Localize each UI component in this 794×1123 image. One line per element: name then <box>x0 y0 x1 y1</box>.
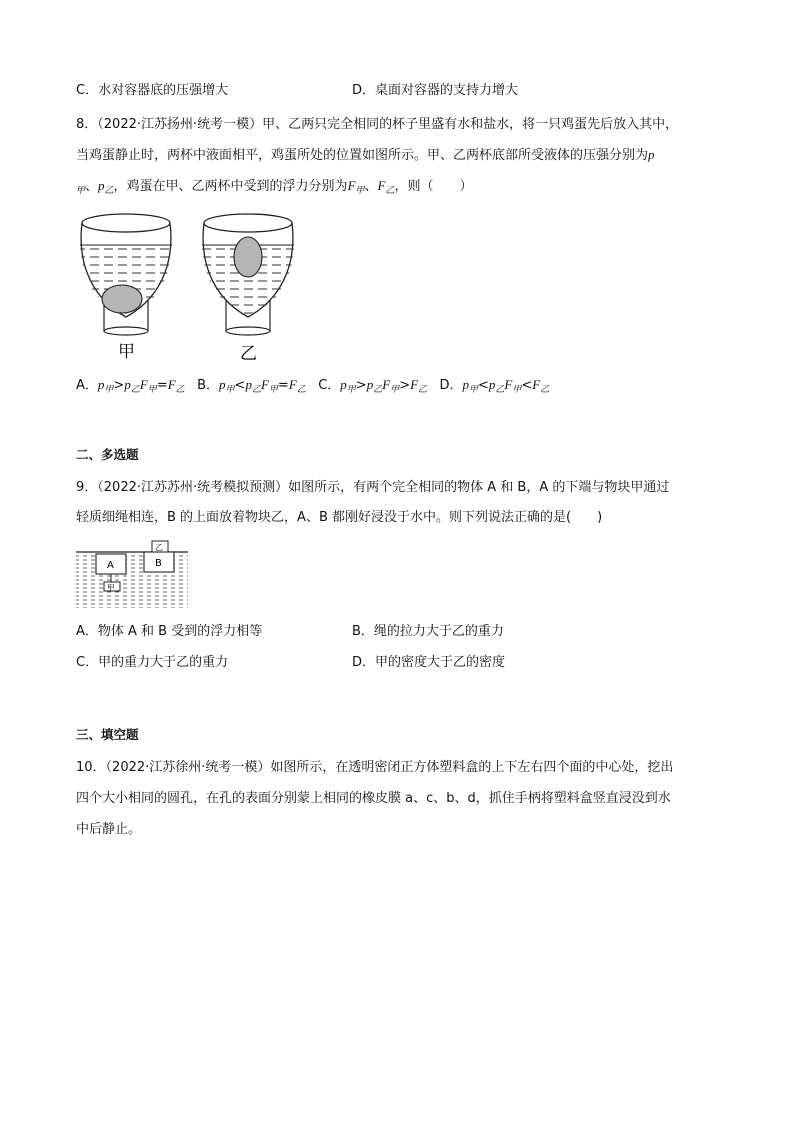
section-multi-choice: 二、多选题 <box>76 447 139 462</box>
q9-stem-line2: 轻质细绳相连，B 的上面放着物块乙，A、B 都刚好浸没于水中。则下列说法正确的是( ) <box>76 510 603 525</box>
svg-text:A: A <box>107 560 114 571</box>
q8-option-c: C．$p_甲>p_乙F_甲>F_乙$ <box>318 377 428 395</box>
cup-yi <box>202 214 294 335</box>
q10-stem-line2: 四个大小相同的圆孔，在孔的表面分别蒙上相同的橡皮膜 a、c、b、d，抓住手柄将塑料盒竖直浸没到水 <box>76 791 671 806</box>
block-jia <box>104 582 120 592</box>
q8-option-b: B．$p_甲<p_乙F_甲=F_乙$ <box>197 377 306 395</box>
svg-text:甲: 甲 <box>107 583 115 592</box>
q9-option-b: B．绳的拉力大于乙的重力 <box>352 624 504 639</box>
q10-stem-line1: 10．（2022·江苏徐州·统考一模）如图所示，在透明密闭正方体塑料盒的上下左右四个面的中心处，挖出 <box>76 760 674 775</box>
q8-options <box>76 375 549 400</box>
egg-jia <box>102 285 142 313</box>
q8-stem-line2: 当鸡蛋静止时，两杯中液面相平，鸡蛋所处的位置如图所示。甲、乙两杯底部所受液体的压强分别为p <box>76 147 655 163</box>
q8-stem-line1: 8．（2022·江苏扬州·统考一模）甲、乙两只完全相同的杯子里盛有水和盐水，将一只鸡蛋先后放入其中， <box>76 117 679 132</box>
q9-figure-blocks <box>74 538 190 610</box>
section-fill-blank: 三、填空题 <box>76 727 139 742</box>
q8-figure-cups <box>74 205 294 367</box>
label-yi: 乙 <box>240 344 257 364</box>
q10-stem-line3: 中后静止。 <box>76 822 142 837</box>
q8-option-a: A．$p_甲>p_乙F_甲=F_乙$ <box>76 377 185 395</box>
q9-option-c: C．甲的重力大于乙的重力 <box>76 655 229 670</box>
q9-option-d: D．甲的密度大于乙的密度 <box>352 655 506 670</box>
cup-jia <box>80 214 172 335</box>
egg-yi <box>234 237 262 277</box>
svg-text:乙: 乙 <box>155 543 163 552</box>
block-a <box>96 554 126 574</box>
q7-option-d: D．桌面对容器的支持力增大 <box>352 83 519 98</box>
q8-stem-line3: $_甲$、$p_乙$，鸡蛋在甲、乙两杯中受到的浮力分别为$F_甲$、$F_乙$，则（ ） <box>76 178 473 196</box>
block-yi <box>152 541 168 552</box>
q9-stem-line1: 9．（2022·江苏苏州·统考模拟预测）如图所示，有两个完全相同的物体 A 和 B，A 的下端与物块甲通过 <box>76 480 670 495</box>
q7-option-c: C．水对容器底的压强增大 <box>76 83 229 98</box>
block-b <box>144 552 174 572</box>
svg-text:B: B <box>155 558 162 569</box>
label-jia: 甲 <box>118 342 135 362</box>
q9-option-a: A．物体 A 和 B 受到的浮力相等 <box>76 624 263 639</box>
q8-option-d: D．$p_甲<p_乙F_甲<F_乙$ <box>439 377 550 395</box>
